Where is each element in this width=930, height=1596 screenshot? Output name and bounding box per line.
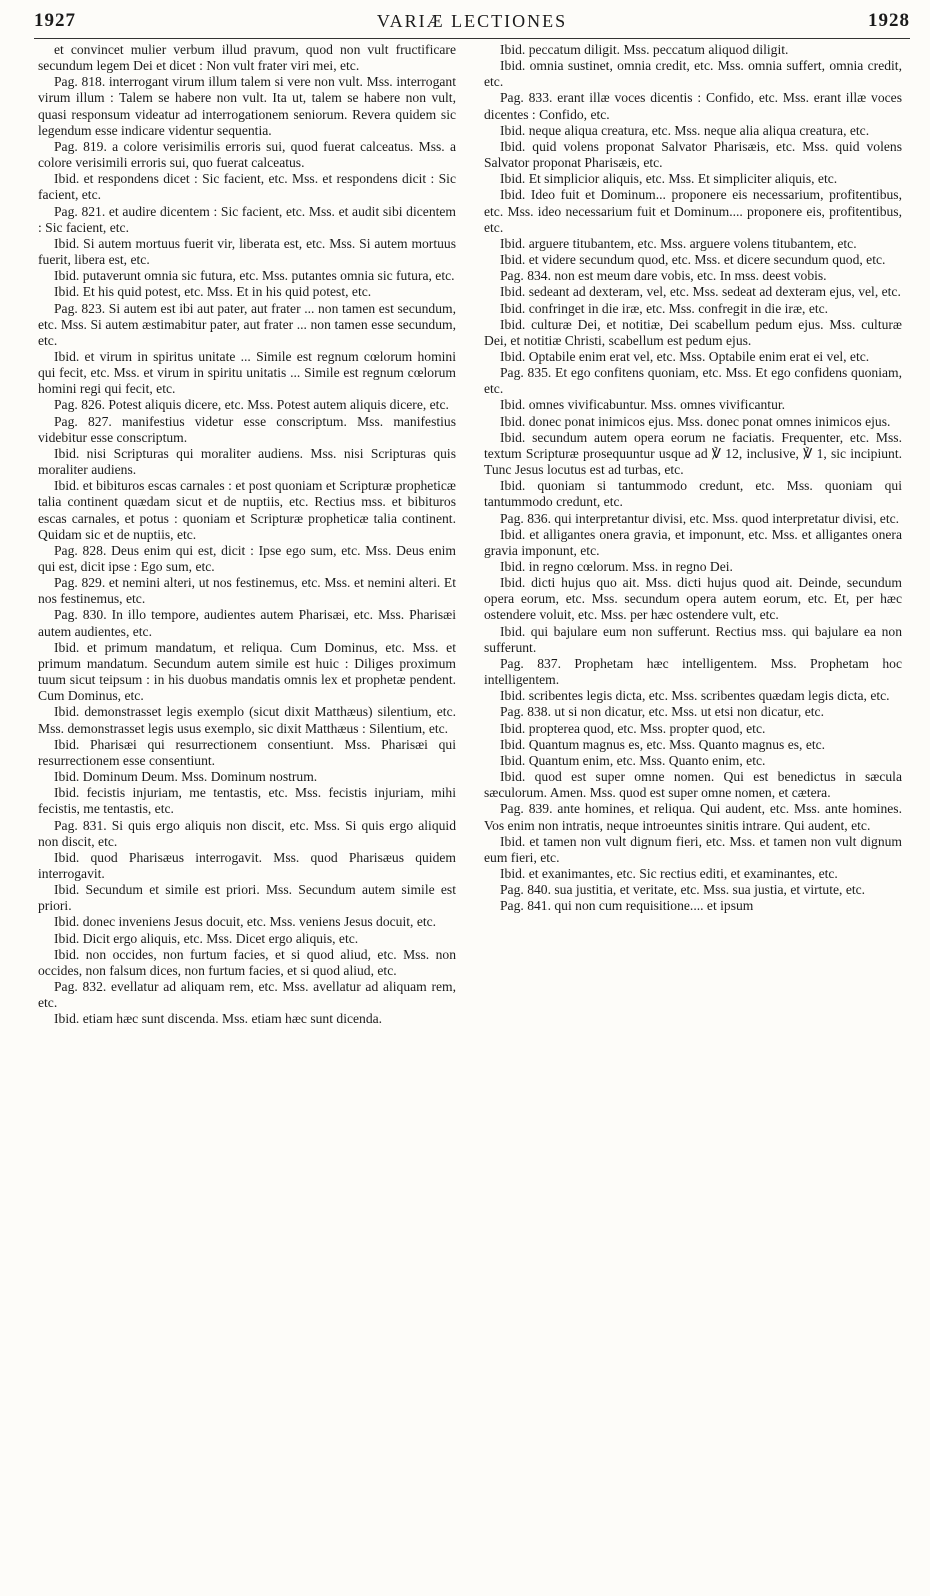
variant-reading-entry: Pag. 828. Deus enim qui est, dicit : Ipse ego sum, etc. Mss. Deus enim qui est, dicit ipse : Ego sum, etc. [38,542,456,574]
variant-reading-entry: Ibid. dicti hujus quo ait. Mss. dicti hujus quod ait. Deinde, secundum opera eorum, etc. Mss. secundum opera autem eorum, etc. Et, per hæc ostendere voluit, etc. Mss. per hæc ostendere vult, etc. [484,575,902,623]
variant-reading-entry: Pag. 830. In illo tempore, audientes autem Pharisæi, etc. Mss. Pharisæi autem audientes, etc. [38,607,456,639]
variant-reading-entry: Ibid. Dominum Deum. Mss. Dominum nostrum. [54,769,318,785]
variant-reading-entry: Pag. 821. et audire dicentem : Sic facient, etc. Mss. et audit sibi dicentem : Sic facient, etc. [38,203,456,235]
variant-reading-entry: Ibid. et videre secundum quod, etc. Mss. et dicere secundum quod, etc. [500,252,886,268]
variant-reading-entry: et convincet mulier verbum illud pravum, quod non vult fructificare secundum legem Dei et dicet : Non vult frater viri mei, etc. [38,42,456,74]
variant-reading-entry: Ibid. Et simplicior aliquis, etc. Mss. Et simpliciter aliquis, etc. [500,171,838,187]
variant-reading-entry: Ibid. Et his quid potest, etc. Mss. Et in his quid potest, etc. [54,284,372,300]
variant-reading-entry: Pag. 833. erant illæ voces dicentis : Confido, etc. Mss. erant illæ voces dicentes : Confido, etc. [484,90,902,122]
variant-reading-entry: Pag. 839. ante homines, et reliqua. Qui audent, etc. Mss. ante homines. Vos enim non intratis, neque introeuntes sinitis intrare. Qui audent, etc. [484,801,902,833]
variant-reading-entry: Pag. 834. non est meum dare vobis, etc. In mss. deest vobis. [500,268,827,284]
variant-reading-entry: Ibid. Si autem mortuus fuerit vir, liberata est, etc. Mss. Si autem mortuus fuerit, libera est, etc. [38,235,456,268]
variant-reading-entry: Ibid. Ideo fuit et Dominum... proponere eis necessarium, profitentibus, etc. Mss. ideo necessarium fuit et Dominum.... proponere eis, profitentibus, etc. [484,187,902,235]
variant-reading-entry: Pag. 818. interrogant virum illum talem si vere non vult. Mss. interrogant virum illum : Talem se habere non vult. Ita ut, talem se habere non vult, quasi responsum videatur ad interrogationem seniorum. Revera quidem sic legendum esse indicare videntur sequentia. [38,74,456,138]
variant-reading-entry: Pag. 836. qui interpretantur divisi, etc. Mss. quod interpretatur divisi, etc. [500,510,900,526]
variant-reading-entry: Ibid. confringet in die iræ, etc. Mss. confregit in die iræ, etc. [500,300,829,316]
variant-reading-entry: Ibid. Optabile enim erat vel, etc. Mss. Optabile enim erat ei vel, etc. [500,348,870,364]
page-title: VARIÆ LECTIONES [376,10,568,31]
variant-reading-entry: Ibid. culturæ Dei, et notitiæ, Dei scabellum pedum ejus. Mss. culturæ Dei, et notitiæ Christi, scabellum est pedum ejus. [484,316,902,348]
variant-reading-entry: Pag. 826. Potest aliquis dicere, etc. Mss. Potest autem aliquis dicere, etc. [54,397,449,413]
variant-reading-entry: Ibid. arguere titubantem, etc. Mss. arguere volens titubantem, etc. [500,235,857,251]
variant-reading-entry: Ibid. Quantum magnus es, etc. Mss. Quanto magnus es, etc. [500,736,826,752]
variant-reading-entry: Pag. 840. sua justitia, et veritate, etc. Mss. sua justia, et virtute, etc. [500,882,866,898]
left-column [38,42,456,1028]
variant-reading-entry: Ibid. et exanimantes, etc. Sic rectius editi, et examinantes, etc. [500,865,838,881]
page-header [34,6,910,36]
variant-reading-entry: Ibid. quod est super omne nomen. Qui est benedictus in sæcula sæculorum. Amen. Mss. quod est super omne nomen, et cætera. [484,769,902,801]
variant-reading-entry: Ibid. scribentes legis dicta, etc. Mss. scribentes quædam legis dicta, etc. [500,688,890,704]
variant-reading-entry: Ibid. in regno cœlorum. Mss. in regno Dei. [500,559,733,574]
variant-reading-entry: Ibid. secundum autem opera eorum ne faciatis. Frequenter, etc. Mss. textum Scripturæ prosequuntur usque ad ℣ 12, inclusive, ℣ 1, sic incipiunt. Tunc Jesus locutus est ad turbas, etc. [484,429,902,478]
variant-reading-entry: Ibid. sedeant ad dexteram, vel, etc. Mss. sedeat ad dexteram ejus, vel, etc. [500,284,901,300]
variant-reading-entry: Ibid. et tamen non vult dignum fieri, etc. Mss. et tamen non vult dignum eum fieri, etc. [484,833,902,865]
variant-reading-entry: Ibid. putaverunt omnia sic futura, etc. Mss. putantes omnia sic futura, etc. [54,268,455,284]
variant-reading-entry: Ibid. quid volens proponat Salvator Pharisæis, etc. Mss. quid volens Salvator proponat Pharisæis, etc. [484,138,902,171]
variant-reading-entry: Ibid. demonstrasset legis exemplo (sicut dixit Matthæus) silentium, etc. Mss. demonstrasset legis usus exemplo, sic dixit Matthæus : Silentium, etc. [38,704,456,736]
variant-reading-entry: Pag. 841. qui non cum requisitione.... et ipsum [500,898,754,914]
variant-reading-entry: Ibid. non occides, non furtum facies, et si quod aliud, etc. Mss. non occides, non falsum dices, non furtum facies, et si quod aliud, etc. [38,946,456,978]
variant-reading-entry: Ibid. quoniam si tantummodo credunt, etc. Mss. quoniam qui tantummodo credunt, etc. [484,478,902,510]
variant-reading-entry: Pag. 837. Prophetam hæc intelligentem. Mss. Prophetam hoc intelligentem. [484,655,902,688]
variant-reading-entry: Ibid. etiam hæc sunt discenda. Mss. etiam hæc sunt dicenda. [54,1011,383,1027]
variant-reading-entry: Ibid. quod Pharisæus interrogavit. Mss. quod Pharisæus quidem interrogavit. [38,849,456,881]
variant-reading-entry: Pag. 832. evellatur ad aliquam rem, etc. Mss. avellatur ad aliquam rem, etc. [38,979,456,1011]
variant-reading-entry: Ibid. fecistis injuriam, me tentastis, etc. Mss. fecistis injuriam, mihi fecistis, me tentastis, etc. [38,785,456,817]
variant-reading-entry: Ibid. qui bajulare eum non sufferunt. Rectius mss. qui bajulare ea non sufferunt. [484,623,902,655]
variant-reading-entry: Ibid. et respondens dicet : Sic facient, etc. Mss. et respondens dicit : Sic facient, etc. [38,171,456,203]
variant-reading-entry: Pag. 823. Si autem est ibi aut pater, aut frater ... non tamen est secundum, etc. Mss. Si autem æstimabitur pater, aut frater ... non tamen esse secundum, etc. [38,300,456,348]
variant-reading-entry: Ibid. propterea quod, etc. Mss. propter quod, etc. [500,720,766,736]
variant-reading-entry: Ibid. peccatum diligit. Mss. peccatum aliquod diligit. [500,42,789,57]
left-page-number: 1927 [34,10,76,31]
variant-reading-entry: Pag. 829. et nemini alteri, ut nos festinemus, etc. Mss. et nemini alteri. Et nos festinemus, etc. [38,575,456,607]
variant-reading-entry: Ibid. omnia sustinet, omnia credit, etc. Mss. omnia suffert, omnia credit, etc. [484,58,902,90]
right-page-number: 1928 [867,10,910,31]
variant-reading-entry: Pag. 835. Et ego confitens quoniam, etc. Mss. Et ego confidens quoniam, etc. [484,365,902,397]
variant-reading-entry: Ibid. Dicit ergo aliquis, etc. Mss. Dicet ergo aliquis, etc. [54,930,359,946]
variant-reading-entry: Ibid. et virum in spiritus unitate ... Simile est regnum cœlorum homini qui fecit, etc. Mss. et virum in spiritu unitatis ... Simile est regnum cœlorum homini regi qui fecit, etc. [38,348,456,397]
variant-reading-entry: Ibid. Secundum et simile est priori. Mss. Secundum autem simile est priori. [38,882,456,914]
variant-reading-entry: Pag. 827. manifestius videtur esse conscriptum. Mss. manifestius videbitur esse conscriptum. [38,413,456,445]
variant-reading-entry: Ibid. et bibituros escas carnales : et post quoniam et Scripturæ propheticæ talia continent quædam sicut et de nuptiis, etc. Rectius mss. et bibituros escas carnales, et potus : quoniam et Scripturæ propheticæ talia continent. Quidam sic et de nuptiis, etc. [38,478,456,542]
variant-reading-entry: Ibid. Pharisæi qui resurrectionem consentiunt. Mss. Pharisæi qui resurrectionem esse consentiunt. [38,736,456,768]
variant-reading-entry: Ibid. omnes vivificabuntur. Mss. omnes vivificantur. [500,397,786,413]
variant-reading-entry: Pag. 838. ut si non dicatur, etc. Mss. ut etsi non dicatur, etc. [500,704,824,720]
header-rule [34,38,910,39]
variant-reading-entry: Ibid. donec inveniens Jesus docuit, etc. Mss. veniens Jesus docuit, etc. [54,914,437,930]
variant-reading-entry: Ibid. nisi Scripturas qui moraliter audiens. Mss. nisi Scripturas quis moraliter audiens. [38,445,456,478]
variant-reading-entry: Ibid. Quantum enim, etc. Mss. Quanto enim, etc. [500,752,766,768]
variant-reading-entry: Ibid. et alligantes onera gravia, et imponunt, etc. Mss. et alligantes onera gravia imponunt, etc. [484,526,902,558]
variant-reading-entry: Ibid. et primum mandatum, et reliqua. Cum Dominus, etc. Mss. et primum mandatum. Secundum autem simile est huic : Diliges proximum tuum sicut teipsum : in his duobus mandatis omnis lex et prophetæ pendent. Cum Dominus, etc. [38,639,456,704]
variant-reading-entry: Ibid. neque aliqua creatura, etc. Mss. neque alia aliqua creatura, etc. [500,122,870,138]
variant-reading-entry: Pag. 819. a colore verisimilis erroris sui, quod fuerat calceatus. Mss. a colore verisimili erroris sui, quo fuerat calceatus. [38,138,456,171]
variant-reading-entry: Ibid. donec ponat inimicos ejus. Mss. donec ponat omnes inimicos ejus. [500,413,891,429]
right-column [484,42,902,914]
variant-reading-entry: Pag. 831. Si quis ergo aliquis non discit, etc. Mss. Si quis ergo aliquid non discit, etc. [38,817,456,849]
